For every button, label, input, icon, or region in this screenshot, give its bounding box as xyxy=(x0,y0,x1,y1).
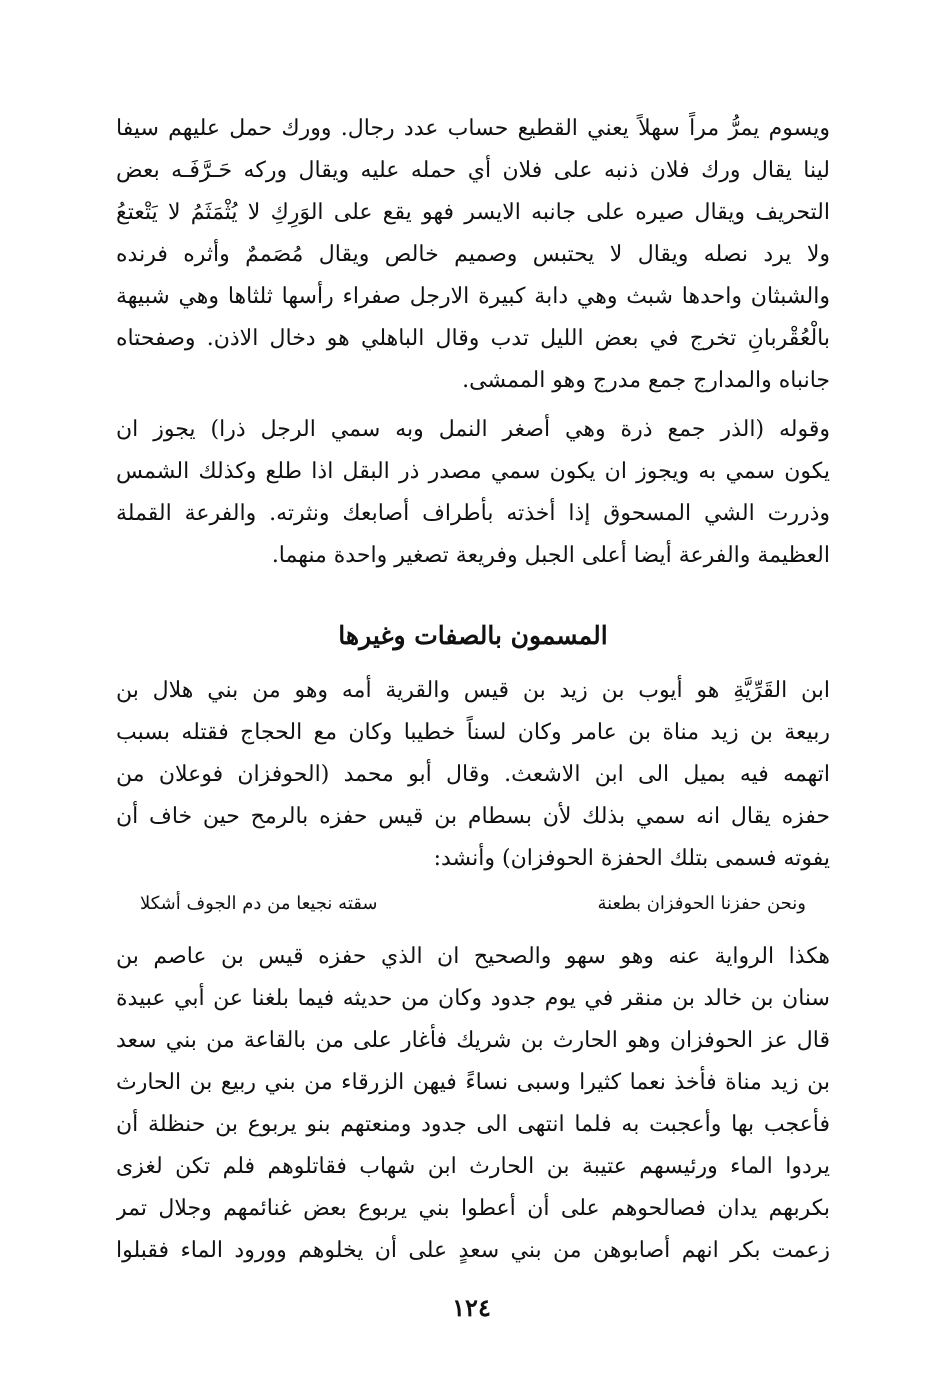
text-line: لينا يقال ورك فلان ذنبه على فلان أي حمله عليه ويقال وركه حَـرَّفَـه بعض xyxy=(116,158,830,183)
page-number: ١٢٤ xyxy=(452,1293,491,1322)
text-line: زعمت بكر انهم أصابوهن من بني سعدٍ على أن يخلوهم وورود الماء فقبلوا xyxy=(116,1238,830,1263)
text-line: بالْعُقْربانِ تخرج في بعض الليل تدب وقال الباهلي هو دخال الاذن. وصفحتاه xyxy=(116,326,830,351)
text-line: وقوله (الذر جمع ذرة وهي أصغر النمل وبه سمي الرجل ذرا) يجوز ان xyxy=(116,417,830,442)
text-line: وذررت الشي المسحوق إذا أخذته بأطراف أصابعك ونثرته. والفرعة القملة xyxy=(116,501,830,526)
text-line: ولا يرد نصله ويقال لا يحتبس وصميم خالص ويقال مُصَممٌ وأثره فرنده xyxy=(116,242,830,267)
text-line: بن زيد مناة فأخذ نعما كثيرا وسبى نساءً فيهن الزرقاء من بني ربيع بن الحارث xyxy=(116,1070,830,1095)
text-line: فأعجب بها وأعجبت به فلما انتهى الى جدود ومنعتهم بنو يربوع بن حنظلة أن xyxy=(116,1112,830,1137)
text-line: التحريف ويقال صيره على جانبه الايسر فهو يقع على الوَرِكِ لا يُثْمَثَمُ لا يَتْعتعُ xyxy=(116,200,830,225)
paragraph-4 xyxy=(116,936,830,1272)
verse-second-hemistich: سقته نجيعا من دم الجوف أشكلا xyxy=(140,893,378,914)
text-line: يردوا الماء ورئيسهم عتيبة بن الحارث ابن شهاب فقاتلوهم فلم تكن لغزى xyxy=(116,1154,830,1179)
text-line: جانباه والمدارج جمع مدرج وهو الممشى. xyxy=(462,368,830,393)
paragraph-2 xyxy=(116,409,830,577)
verse-first-hemistich: ونحن حفزنا الحوفزان بطعنة xyxy=(597,893,806,914)
text-line: سنان بن خالد بن منقر في يوم جدود وكان من حديثه فيما بلغنا عن أبي عبيدة xyxy=(116,986,830,1011)
section-heading: المسمون بالصفات وغيرها xyxy=(338,621,608,650)
text-line: قال عز الحوفزان وهو الحارث بن شريك فأغار على من بالقاعة من بني سعد xyxy=(116,1028,830,1053)
text-line: والشبثان واحدها شبث وهي دابة كبيرة الارجل صفراء رأسها ثلثاها وهي شبيهة xyxy=(116,284,830,309)
text-line: يكون سمي به ويجوز ان يكون سمي مصدر ذر البقل اذا طلع وكذلك الشمس xyxy=(116,459,830,484)
paragraph-1 xyxy=(116,108,830,402)
text-line: هكذا الرواية عنه وهو سهو والصحيح ان الذي حفزه قيس بن عاصم بن xyxy=(116,944,830,969)
text-line: العظيمة والفرعة أيضا أعلى الجبل وفريعة تصغير واحدة منهما. xyxy=(271,543,830,568)
paragraph-3 xyxy=(116,670,830,880)
text-line: ربيعة بن زيد مناة بن عامر وكان لسناً خطيبا وكان مع الحجاج فقتله بسبب xyxy=(116,720,830,745)
text-line: اتهمه فيه بميل الى ابن الاشعث. وقال أبو محمد (الحوفزان فوعلان من xyxy=(116,762,830,787)
text-line: ابن القَرِّيَّةِ هو أيوب بن زيد بن قيس والقرية أمه وهو من بني هلال بن xyxy=(116,678,830,703)
text-line: حفزه يقال انه سمي بذلك لأن بسطام بن قيس حفزه بالرمح حين خاف أن xyxy=(116,804,830,829)
text-line: يفوته فسمى بتلك الحفزة الحوفزان) وأنشد: xyxy=(433,846,830,871)
text-line: بكربهم يدان فصالحوهم على أن أعطوا بني يربوع بعض غنائمهم وجلال تمر xyxy=(116,1196,830,1221)
text-line: ويسوم يمرُّ مراً سهلاً يعني القطيع حساب عدد رجال. وورك حمل عليهم سيفا xyxy=(116,116,830,141)
poetry-verse xyxy=(140,884,806,924)
